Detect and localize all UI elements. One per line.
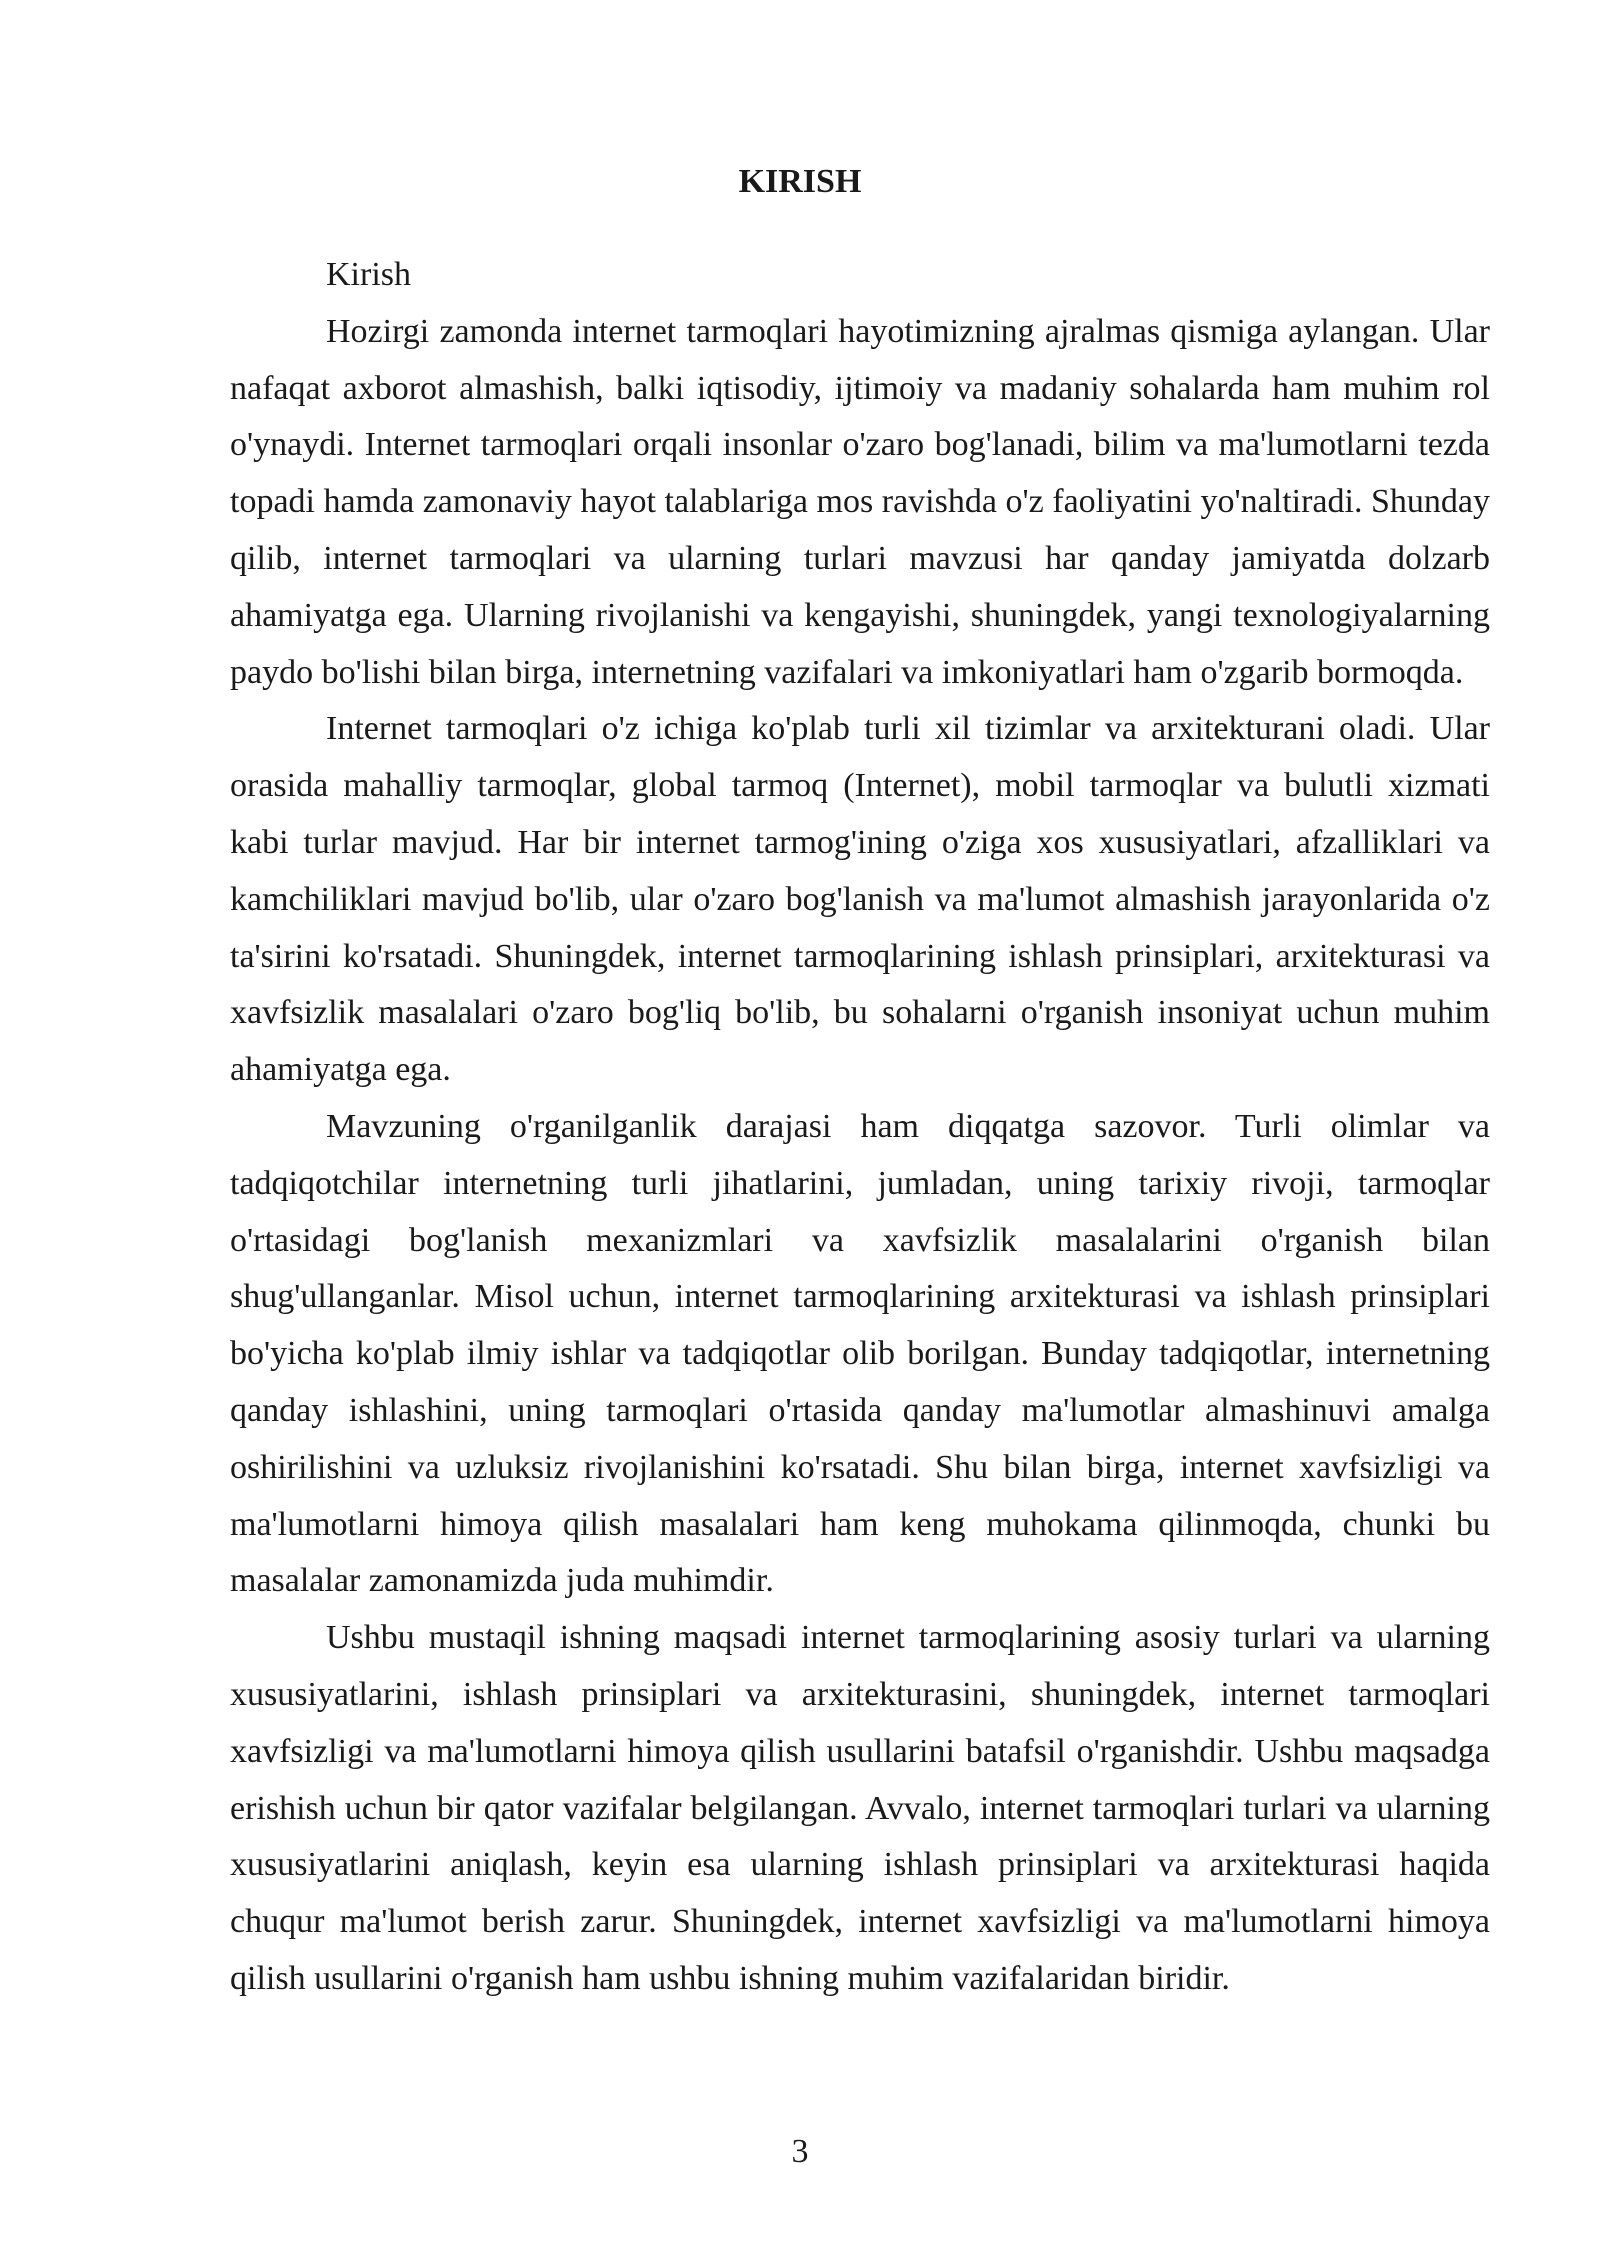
paragraph-3: Mavzuning o'rganilganlik darajasi ham diqqatga sazovor. Turli olimlar va tadqiqotchilar internetning turli jihatlarini, jumladan, uning tarixiy rivoji, tarmoqlar o'rtasidagi bog'lanish mexanizmlari va xavfsizlik masalalarini o'rganish bilan shug'ullanganlar. Misol uchun, internet tarmoqlarining arxitekturasi va ishlash prinsiplari bo'yicha ko'plab ilmiy ishlar va tadqiqotlar olib borilgan. Bunday tadqiqotlar, internetning qanday ishlashini, uning tarmoqlari o'rtasida qanday ma'lumotlar almashinuvi amalga oshirilishini va uzluksiz rivojlanishini ko'rsatadi. Shu bilan birga, internet xavfsizligi va ma'lumotlarni himoya qilish masalalari ham keng muhokama qilinmoqda, chunki bu masalalar zamonamizda juda muhimdir.	[230, 1107, 1490, 1600]
page-title: KIRISH	[738, 163, 862, 200]
document-body	[230, 247, 1490, 2008]
page-number: 3	[791, 2133, 809, 2170]
paragraph-1: Hozirgi zamonda internet tarmoqlari hayotimizning ajralmas qismiga aylangan. Ular nafaqat axborot almashish, balki iqtisodiy, ijtimoiy va madaniy sohalarda ham muhim rol o'ynaydi. Internet tarmoqlari orqali insonlar o'zaro bog'lanadi, bilim va ma'lumotlarni tezda topadi hamda zamonaviy hayot talablariga mos ravishda o'z faoliyatini yo'naltiradi. Shunday qilib, internet tarmoqlari va ularning turlari mavzusi har qanday jamiyatda dolzarb ahamiyatga ega. Ularning rivojlanishi va kengayishi, shuningdek, yangi texnologiyalarning paydo bo'lishi bilan birga, internetning vazifalari va imkoniyatlari ham o'zgarib bormoqda.	[230, 312, 1490, 691]
subheading: Kirish	[326, 256, 411, 293]
paragraph-4: Ushbu mustaqil ishning maqsadi internet tarmoqlarining asosiy turlari va ularning xususiyatlarini, ishlash prinsiplari va arxitekturasini, shuningdek, internet tarmoqlari xavfsizligi va ma'lumotlarni himoya qilish usullarini batafsil o'rganishdir. Ushbu maqsadga erishish uchun bir qator vazifalar belgilangan. Avvalo, internet tarmoqlari turlari va ularning xususiyatlarini aniqlash, keyin esa ularning ishlash prinsiplari va arxitekturasi haqida chuqur ma'lumot berish zarur. Shuningdek, internet xavfsizligi va ma'lumotlarni himoya qilish usullarini o'rganish ham ushbu ishning muhim vazifalaridan biridir.	[230, 1619, 1490, 1997]
paragraph-2: Internet tarmoqlari o'z ichiga ko'plab turli xil tizimlar va arxitekturani oladi. Ular orasida mahalliy tarmoqlar, global tarmoq (Internet), mobil tarmoqlar va bulutli xizmati kabi turlar mavjud. Har bir internet tarmog'ining o'ziga xos xususiyatlari, afzalliklari va kamchiliklari mavjud bo'lib, ular o'zaro bog'lanish va ma'lumot almashish jarayonlarida o'z ta'sirini ko'rsatadi. Shuningdek, internet tarmoqlarining ishlash prinsiplari, arxitekturasi va xavfsizlik masalalari o'zaro bog'liq bo'lib, bu sohalarni o'rganish insoniyat uchun muhim ahamiyatga ega.	[230, 710, 1490, 1089]
